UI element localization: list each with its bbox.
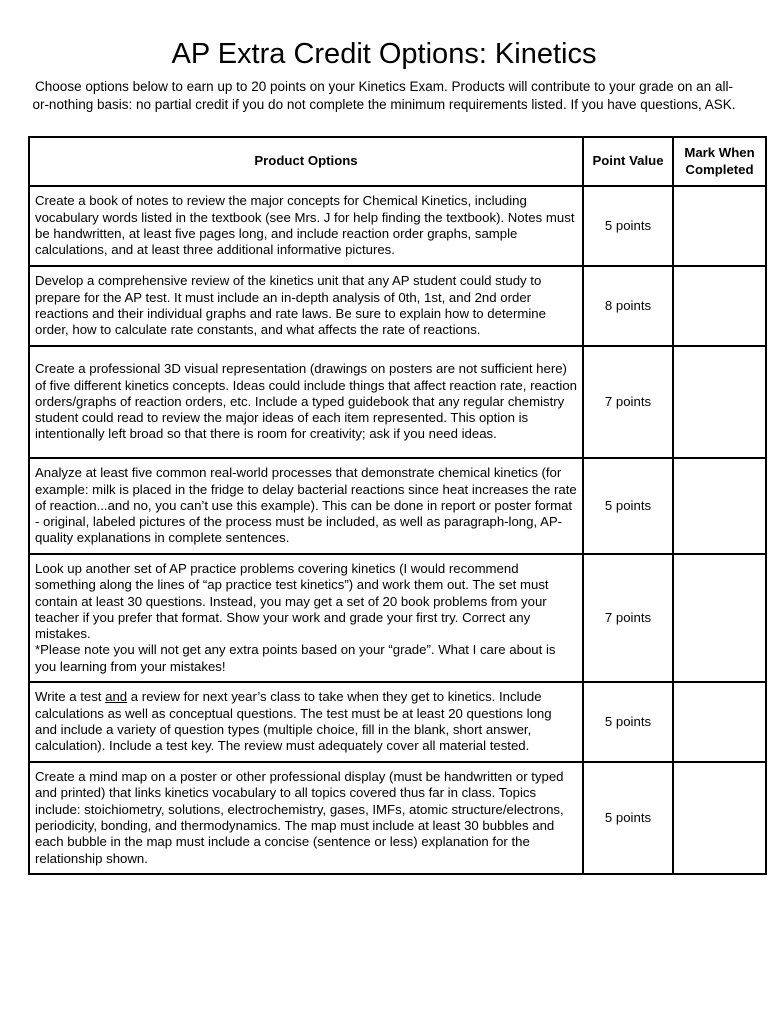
- table-row: [29, 266, 766, 346]
- option-points: 7 points: [583, 346, 673, 458]
- option-points: 5 points: [583, 682, 673, 762]
- header-product-options: Product Options: [29, 137, 583, 186]
- option-description-start: Write a test: [35, 689, 106, 705]
- completion-mark-cell[interactable]: [673, 346, 766, 458]
- header-point-value: Point Value: [583, 137, 673, 186]
- header-mark-when-completed: Mark When Completed: [673, 137, 766, 186]
- option-description: Create a mind map on a poster or other professional display (must be handwritten or typed and printed) that links kinetics vocabulary to all topics covered thus far in class. Topics include: stoichiometry, solutions, electrochemistry, gases, IMFs, atomic structure/electrons, periodicity, bonding, and thermodynamics. The map must include at least 30 bubbles and each bubble in the map must include a concise (sentence or less) explanation for the relationship shown.: [29, 762, 583, 874]
- option-description: Develop a comprehensive review of the kinetics unit that any AP student could study to prepare for the AP test. It must include an in-depth analysis of 0th, 1st, and 2nd order reactions and their individual graphs and rate laws. Be sure to explain how to determine order, how to calculate rate constants, and what affects the rate of reactions.: [29, 266, 583, 346]
- table-row: [29, 346, 766, 458]
- option-description: Create a book of notes to review the major concepts for Chemical Kinetics, including vocabulary words listed in the textbook (see Mrs. J for help finding the textbook). Notes must be handwritten, at least five pages long, and include reaction order graphs, sample calculations, and at least three additional informative pictures.: [29, 186, 583, 266]
- option-points: 8 points: [583, 266, 673, 346]
- table-row: [29, 554, 766, 682]
- table-row: [29, 458, 766, 554]
- completion-mark-cell[interactable]: [673, 762, 766, 874]
- option-description-note: *Please note you will not get any extra points based on your “grade”. What I care about is you learning from your mistakes!: [35, 642, 556, 674]
- option-description: Analyze at least five common real-world processes that demonstrate chemical kinetics (for example: milk is placed in the fridge to delay bacterial reactions since heat increases the rate of reaction...and no, you can’t use this example). This can be done in report or poster format - original, labeled pictures of the process must be included, as well as paragraph-long, AP-quality explanations in complete sentences.: [29, 458, 583, 554]
- page-title: AP Extra Credit Options: Kinetics: [171, 38, 597, 70]
- option-description-underlined: and: [105, 689, 128, 705]
- option-description: Create a professional 3D visual representation (drawings on posters are not sufficient here) of five different kinetics concepts. Ideas could include things that affect reaction rate, reaction orders/graphs of reaction orders, etc. Include a typed guidebook that any regular chemistry student could read to review the major ideas of each item represented. This option is intentionally left broad so that there is room for creativity; ask if you need ideas.: [29, 346, 583, 458]
- completion-mark-cell[interactable]: [673, 682, 766, 762]
- option-points: 5 points: [583, 762, 673, 874]
- table-row: [29, 762, 766, 874]
- product-options-table: [28, 136, 767, 875]
- option-description-text: Look up another set of AP practice problems covering kinetics (I would recommend something along the lines of “ap practice test kinetics”) and work them out. The set must contain at least 30 questions. Instead, you may get a set of 20 book problems from your teacher if you prefer that format. Show your work and grade your first try. Correct any mistakes.: [35, 560, 549, 642]
- intro-paragraph: Choose options below to earn up to 20 points on your Kinetics Exam. Products will contribute to your grade on an all-or-nothing basis: no partial credit if you do not complete the minimum requirements listed. If you have questions, ASK.: [32, 79, 736, 112]
- option-description: [29, 554, 583, 682]
- option-points: 5 points: [583, 186, 673, 266]
- option-points: 7 points: [583, 554, 673, 682]
- option-description-end: a review for next year’s class to take when they get to kinetics. Include calculations as well as conceptual questions. The test must be at least 20 questions long and include a variety of question types (multiple choice, fill in the blank, short answer, calculation). Include a test key. The review must adequately cover all material tested.: [35, 689, 552, 754]
- table-header-row: [29, 137, 766, 186]
- completion-mark-cell[interactable]: [673, 266, 766, 346]
- completion-mark-cell[interactable]: [673, 554, 766, 682]
- option-description: [29, 682, 583, 762]
- completion-mark-cell[interactable]: [673, 186, 766, 266]
- table-row: [29, 682, 766, 762]
- table-row: [29, 186, 766, 266]
- completion-mark-cell[interactable]: [673, 458, 766, 554]
- option-points: 5 points: [583, 458, 673, 554]
